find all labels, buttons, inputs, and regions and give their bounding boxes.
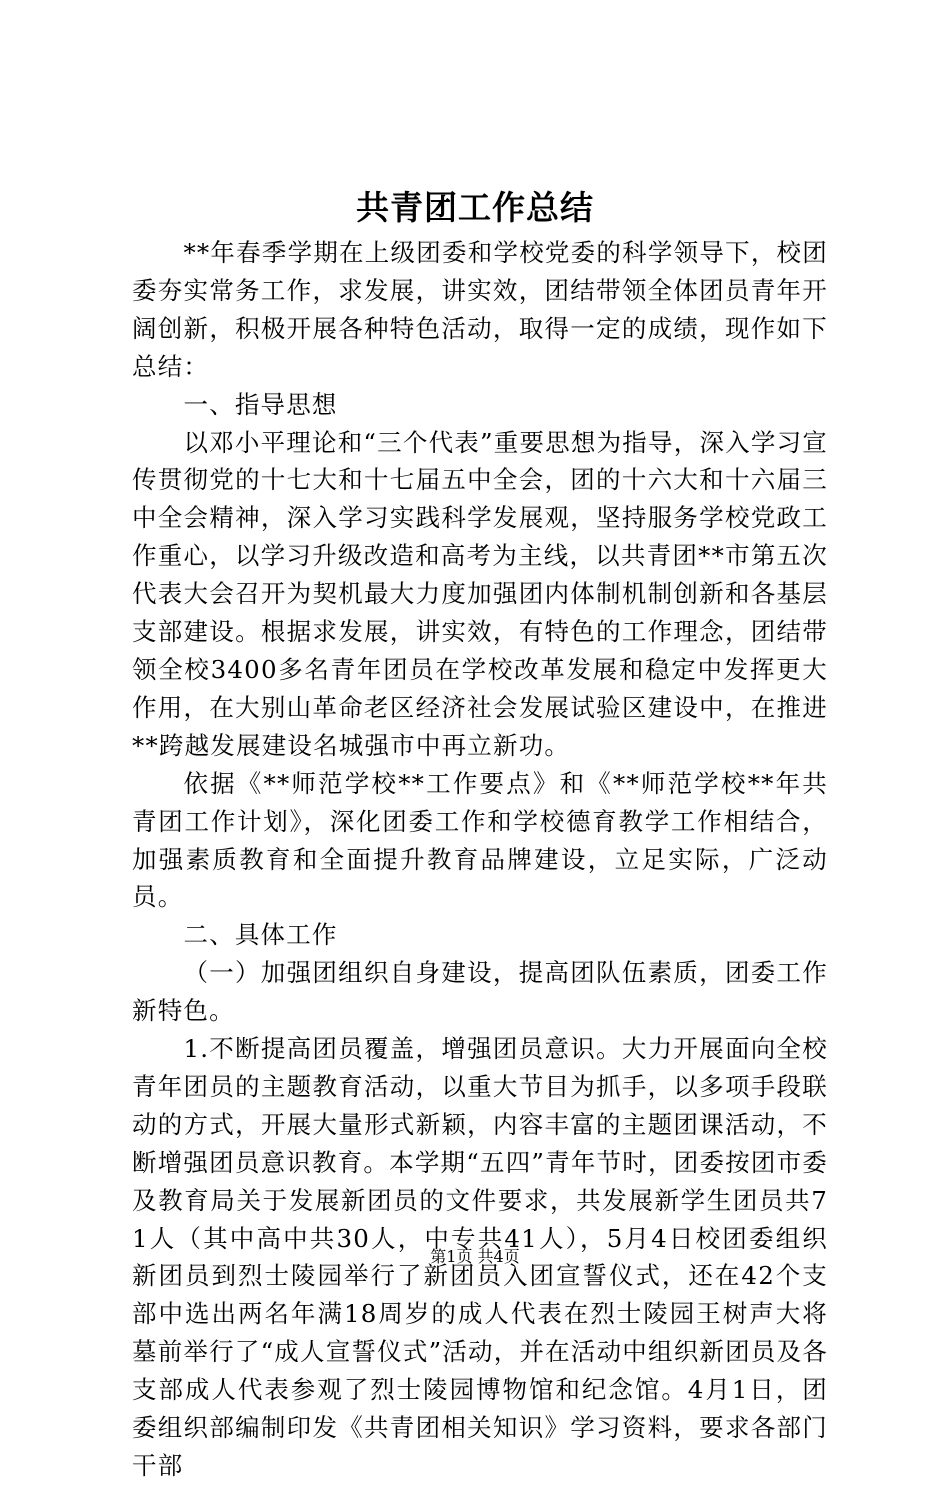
section-heading-specific-work: 二、具体工作: [183, 920, 338, 950]
page-footer: 第1页 共4页: [430, 1247, 520, 1266]
document-body: [132, 234, 828, 1485]
item-1-paragraph: 1.不断提高团员覆盖，增强团员意识。大力开展面向全校青年团员的主题教育活动，以重大节目为抓手，以多项手段联动的方式，开展大量形式新颖，内容丰富的主题团课活动，不断增强团员意识教育。本学期“五四”青年节时，团委按团市委及教育局关于发展新团员的文件要求，共发展新学生团员共71人（其中高中共30人，中专共41人），5月4日校团委组织新团员到烈士陵园举行了新团员入团宣誓仪式，还在42个支部中选出两名年满18周岁的成人代表在烈士陵园王树声大将墓前举行了“成人宣誓仪式”活动，并在活动中组织新团员及各支部成人代表参观了烈士陵园博物馆和纪念馆。4月1日，团委组织部编制印发《共青团相关知识》学习资料，要求各部门干部: [132, 1034, 828, 1480]
document-title: 共青团工作总结: [356, 188, 594, 227]
guiding-ideology-paragraph: 以邓小平理论和“三个代表”重要思想为指导，深入学习宣传贯彻党的十七大和十七届五中全会，团的十六大和十六届三中全会精神，深入学习实践科学发展观，坚持服务学校党政工作重心，以学习升级改造和高考为主线，以共青团**市第五次代表大会召开为契机最大力度加强团内体制机制创新和各基层支部建设。根据求发展，讲实效，有特色的工作理念，团结带领全校3400多名青年团员在学校改革发展和稳定中发挥更大作用，在大别山革命老区经济社会发展试验区建设中，在推进**跨越发展建设名城强市中再立新功。: [132, 427, 828, 760]
basis-paragraph: 依据《**师范学校**工作要点》和《**师范学校**年共青团工作计划》，深化团委工作和学校德育教学工作相结合，加强素质教育和全面提升教育品牌建设，立足实际，广泛动员。: [132, 768, 828, 912]
intro-paragraph: **年春季学期在上级团委和学校党委的科学领导下，校团委夯实常务工作，求发展，讲实效，团结带领全体团员青年开阔创新，积极开展各种特色活动，取得一定的成绩，现作如下总结：: [132, 238, 828, 381]
subsection-heading-organization: （一）加强团组织自身建设，提高团队伍素质，团委工作新特色。: [132, 958, 828, 1026]
section-heading-guiding-ideology: 一、指导思想: [183, 389, 338, 419]
